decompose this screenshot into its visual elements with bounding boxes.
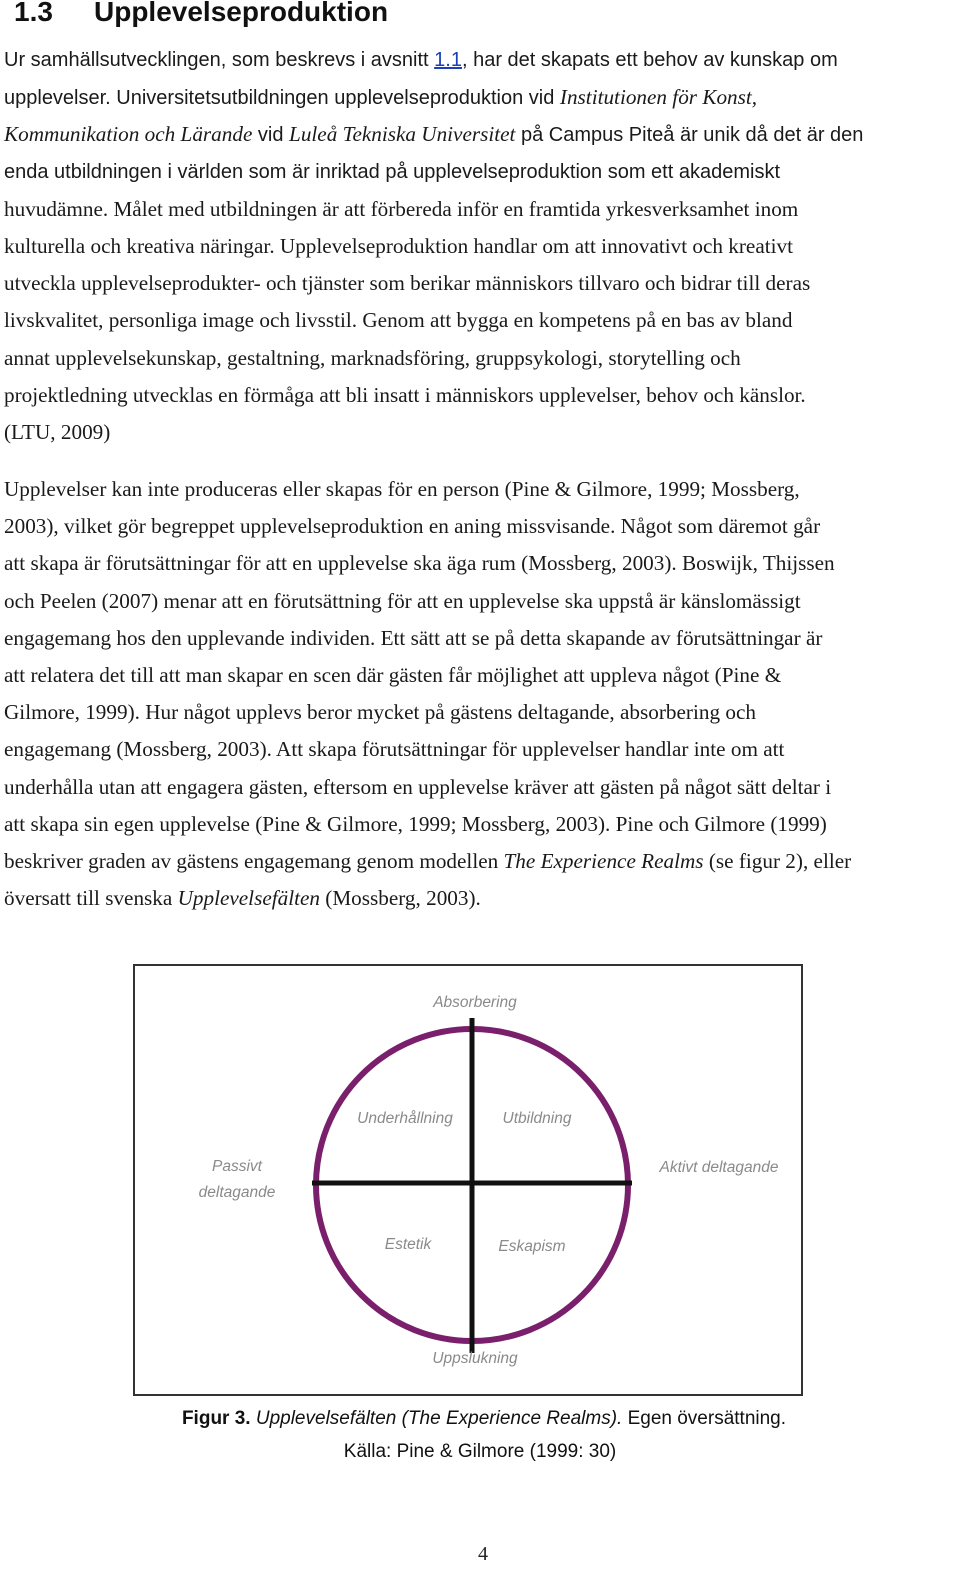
text-run: på Campus Piteå är unik då det är den — [515, 124, 864, 147]
paragraph-line: Upplevelser kan inte produceras eller skapas för en person (Pine & Gilmore, 1999; Mossberg, — [4, 477, 800, 501]
university-name: Luleå Tekniska Universitet — [289, 122, 516, 147]
paragraph-line: enda utbildningen i världen som är inriktad på upplevelseproduktion som ett akademiskt — [4, 160, 781, 183]
paragraph-line — [4, 79, 960, 116]
paragraph-line — [4, 116, 960, 153]
quadrant-estetik: Estetik — [384, 1236, 432, 1253]
paragraph-line: projektledning utvecklas en förmåga att bli insatt i människors upplevelser, behov och känslor. — [4, 382, 806, 407]
caption-note: Egen översättning. — [622, 1408, 787, 1429]
paragraph-intro — [4, 42, 960, 451]
paragraph-line: utveckla upplevelseprodukter- och tjänster som berikar människors tillvaro och bidrar till deras — [4, 271, 811, 296]
paragraph-line: livskvalitet, personliga image och livsstil. Genom att bygga en kompetens på en bas av bland — [4, 308, 793, 333]
model-name: The Experience Realms — [503, 848, 704, 873]
model-name-swedish: Upplevelsefälten — [177, 886, 320, 911]
paragraph-line: att relatera det till att man skapar en scen där gästen får möjlighet att uppleva något (Pine & — [4, 662, 782, 687]
label-uppslukning: Uppslukning — [432, 1350, 518, 1367]
paragraph-line: engagemang hos den upplevande individen. Ett sätt att se på detta skapande av förutsättningar är — [4, 625, 823, 650]
section-number: 1.3 — [14, 0, 53, 27]
page-number: 4 — [478, 1543, 488, 1565]
figure-caption — [0, 1408, 960, 1430]
paragraph-line — [4, 843, 960, 880]
experience-realms-figure — [133, 964, 803, 1396]
paragraph-line: annat upplevelsekunskap, gestaltning, marknadsföring, gruppsykologi, storytelling och — [4, 345, 741, 370]
caption-title: Upplevelsefälten (The Experience Realms). — [250, 1408, 623, 1429]
label-absorbering: Absorbering — [433, 994, 517, 1011]
section-heading — [14, 0, 388, 30]
label-deltagande: deltagande — [198, 1184, 276, 1201]
section-link[interactable]: 1.1 — [434, 49, 462, 71]
paragraph-line: huvudämne. Målet med utbildningen är att förbereda inför en framtida yrkesverksamhet inom — [4, 196, 799, 221]
text-run: beskriver graden av gästens engagemang genom modellen — [4, 848, 504, 873]
paragraph-line: underhålla utan att engagera gästen, eftersom en upplevelse kräver att gästen på något sätt deltar i — [4, 774, 832, 799]
institution-name: Institutionen för Konst, — [559, 85, 758, 110]
section-title: Upplevelseproduktion — [94, 0, 389, 27]
experience-realms-diagram — [135, 966, 801, 1394]
paragraph-line: att skapa sin egen upplevelse (Pine & Gilmore, 1999; Mossberg, 2003). Pine och Gilmore (1999) — [4, 811, 827, 836]
text-run: upplevelser. Universitetsutbildningen upplevelseproduktion vid — [4, 87, 560, 110]
text-run: översatt till svenska — [4, 886, 178, 911]
text-run: (Mossberg, 2003). — [319, 886, 481, 911]
text-run: Ur samhällsutvecklingen, som beskrevs i avsnitt — [4, 49, 435, 71]
text-run: , har det skapats ett behov av kunskap om — [461, 49, 838, 71]
text-run: vid — [252, 124, 290, 147]
text-run: (se figur 2), eller — [703, 848, 852, 873]
paragraph-line: 2003), vilket gör begreppet upplevelseproduktion en aning missvisande. Något som däremot går — [4, 514, 821, 539]
institution-name: Kommunikation och Lärande — [4, 122, 253, 147]
paragraph-line: och Peelen (2007) menar att en förutsättning för att en upplevelse ska uppstå är känslomässigt — [4, 588, 801, 613]
quadrant-eskapism: Eskapism — [498, 1238, 566, 1255]
paragraph-line: (LTU, 2009) — [4, 419, 111, 444]
paragraph-line — [4, 880, 960, 917]
label-aktivt-deltagande: Aktivt deltagande — [659, 1159, 779, 1176]
quadrant-utbildning: Utbildning — [502, 1110, 572, 1127]
quadrant-underhallning: Underhållning — [357, 1110, 453, 1127]
paragraph-line: Gilmore, 1999). Hur något upplevs beror mycket på gästens deltagande, absorbering och — [4, 700, 756, 725]
figure-source: Källa: Pine & Gilmore (1999: 30) — [343, 1441, 617, 1462]
paragraph-line: engagemang (Mossberg, 2003). Att skapa förutsättningar för upplevelser handlar inte om att — [4, 737, 785, 762]
paragraph-line: att skapa är förutsättningar för att en upplevelse ska äga rum (Mossberg, 2003). Boswijk, Thijssen — [4, 551, 835, 576]
caption-label: Figur 3. — [181, 1408, 251, 1429]
paragraph-line — [4, 42, 960, 79]
paragraph-line: kulturella och kreativa näringar. Upplevelseproduktion handlar om att innovativt och kreativt — [4, 233, 793, 258]
label-passivt: Passivt — [212, 1158, 262, 1175]
paragraph-experiences — [4, 471, 960, 917]
